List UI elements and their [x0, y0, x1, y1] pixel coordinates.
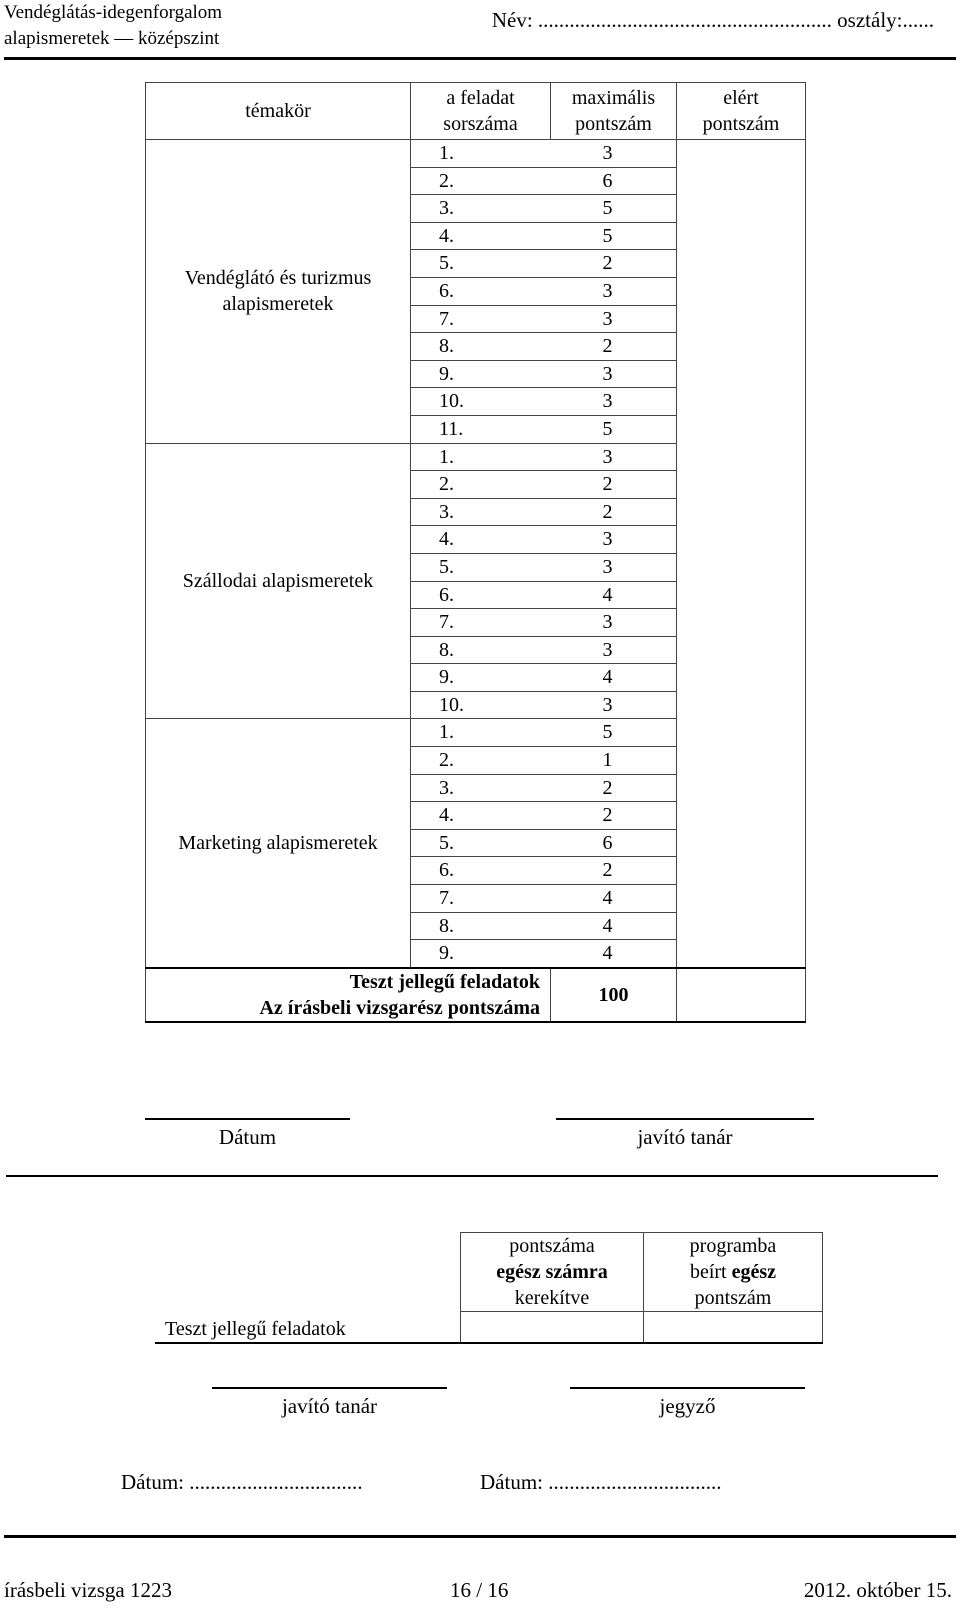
- task-number: 10.: [411, 691, 551, 719]
- topic-label: Marketing alapismeretek: [178, 832, 378, 855]
- teacher-label: javító tanár: [637, 1125, 733, 1149]
- task-number: 11.: [411, 415, 551, 443]
- max-points: 2: [551, 250, 677, 278]
- task-number: 8.: [411, 912, 551, 940]
- max-points: 4: [551, 885, 677, 913]
- section-divider: [6, 1175, 938, 1177]
- page-number: 16 / 16: [450, 1578, 509, 1602]
- max-points: 3: [551, 443, 677, 471]
- task-number: 7.: [411, 305, 551, 333]
- name-class-field: Név: ........................................................ osztály:......: [491, 8, 934, 32]
- footer-rule: [4, 1535, 956, 1538]
- task-number: 1.: [411, 443, 551, 471]
- max-points: 3: [551, 140, 677, 168]
- max-points: 3: [551, 691, 677, 719]
- footer-date: 2012. október 15.: [803, 1578, 952, 1602]
- task-number: 7.: [411, 609, 551, 637]
- notary-label: jegyző: [659, 1394, 716, 1418]
- max-points: 6: [551, 829, 677, 857]
- rounding-table: [155, 1232, 823, 1344]
- max-points: 2: [551, 857, 677, 885]
- topic-label: Vendéglátó és turizmus: [184, 267, 372, 290]
- entered-points-cell[interactable]: [644, 1312, 823, 1344]
- entered-points-header: programba beírt egész pontszám: [644, 1233, 823, 1312]
- date-field-left: Dátum: .................................: [121, 1470, 363, 1494]
- summary-line-1: Teszt jellegű feladatok: [349, 970, 540, 993]
- max-points: 3: [551, 388, 677, 416]
- subject-header: [4, 0, 222, 52]
- task-number: 8.: [411, 636, 551, 664]
- max-points: 5: [551, 195, 677, 223]
- rounded-points-header: pontszáma egész számra kerekítve: [461, 1233, 644, 1312]
- task-number: 6.: [411, 857, 551, 885]
- max-points: 3: [551, 609, 677, 637]
- rounding-row-label: Teszt jellegű feladatok: [155, 1233, 461, 1344]
- date-label: Dátum: [218, 1125, 277, 1149]
- date-signature-line: [145, 1118, 350, 1120]
- max-points: 2: [551, 333, 677, 361]
- max-points: 4: [551, 581, 677, 609]
- task-number: 4.: [411, 802, 551, 830]
- task-number: 8.: [411, 333, 551, 361]
- achieved-points-cell[interactable]: [677, 140, 806, 968]
- topic-label-line2: alapismeretek: [222, 293, 334, 316]
- summary-label: [146, 968, 551, 1022]
- max-points: 3: [551, 553, 677, 581]
- max-points: 3: [551, 526, 677, 554]
- teacher-label-2: javító tanár: [281, 1394, 378, 1418]
- task-number: 9.: [411, 940, 551, 968]
- task-number: 2.: [411, 471, 551, 499]
- task-number: 2.: [411, 167, 551, 195]
- summary-total: 100: [551, 968, 677, 1022]
- subject-line-2: alapismeretek — középszint: [4, 28, 220, 49]
- notary-signature-line: [570, 1387, 805, 1389]
- task-number: 6.: [411, 277, 551, 305]
- summary-row: [146, 968, 806, 1022]
- score-table-header: [146, 83, 806, 140]
- task-number: 6.: [411, 581, 551, 609]
- max-points: 3: [551, 360, 677, 388]
- max-points: 3: [551, 277, 677, 305]
- topic-label: Szállodai alapismeretek: [182, 570, 374, 592]
- teacher-signature-line-2: [212, 1387, 447, 1389]
- topic-cell: [146, 719, 411, 968]
- col-task-header: a feladat sorszáma: [411, 83, 551, 140]
- rounded-points-cell[interactable]: [461, 1312, 644, 1344]
- max-points: 2: [551, 802, 677, 830]
- task-number: 3.: [411, 195, 551, 223]
- task-number: 5.: [411, 829, 551, 857]
- task-number: 10.: [411, 388, 551, 416]
- max-points: 5: [551, 222, 677, 250]
- max-points: 4: [551, 940, 677, 968]
- task-number: 2.: [411, 747, 551, 775]
- max-points: 4: [551, 664, 677, 692]
- max-points: 3: [551, 305, 677, 333]
- subject-line-1: Vendéglátás-idegenforgalom: [4, 2, 223, 23]
- col-got-header: elért pontszám: [677, 83, 806, 140]
- task-number: 5.: [411, 250, 551, 278]
- date-field-right: Dátum: .................................: [480, 1470, 722, 1494]
- col-max-header: maximális pontszám: [551, 83, 677, 140]
- max-points: 1: [551, 747, 677, 775]
- task-number: 4.: [411, 526, 551, 554]
- header-rule: [4, 57, 956, 60]
- footer-exam-code: írásbeli vizsga 1223: [4, 1578, 172, 1602]
- max-points: 2: [551, 471, 677, 499]
- task-number: 9.: [411, 664, 551, 692]
- task-number: 3.: [411, 498, 551, 526]
- score-table: [145, 82, 806, 1023]
- topic-cell: [146, 140, 411, 444]
- task-number: 1.: [411, 140, 551, 168]
- teacher-signature-line: [556, 1118, 814, 1120]
- task-number: 3.: [411, 774, 551, 802]
- task-number: 4.: [411, 222, 551, 250]
- topic-cell: [146, 443, 411, 719]
- task-number: 9.: [411, 360, 551, 388]
- max-points: 3: [551, 636, 677, 664]
- task-number: 5.: [411, 553, 551, 581]
- max-points: 2: [551, 774, 677, 802]
- max-points: 5: [551, 415, 677, 443]
- max-points: 5: [551, 719, 677, 747]
- summary-achieved-cell[interactable]: [677, 968, 806, 1022]
- max-points: 4: [551, 912, 677, 940]
- task-number: 7.: [411, 885, 551, 913]
- max-points: 6: [551, 167, 677, 195]
- max-points: 2: [551, 498, 677, 526]
- task-number: 1.: [411, 719, 551, 747]
- summary-line-2: Az írásbeli vizsgarész pontszáma: [259, 996, 540, 1019]
- table-row: [146, 140, 806, 168]
- col-topic-header: témakör: [146, 83, 411, 140]
